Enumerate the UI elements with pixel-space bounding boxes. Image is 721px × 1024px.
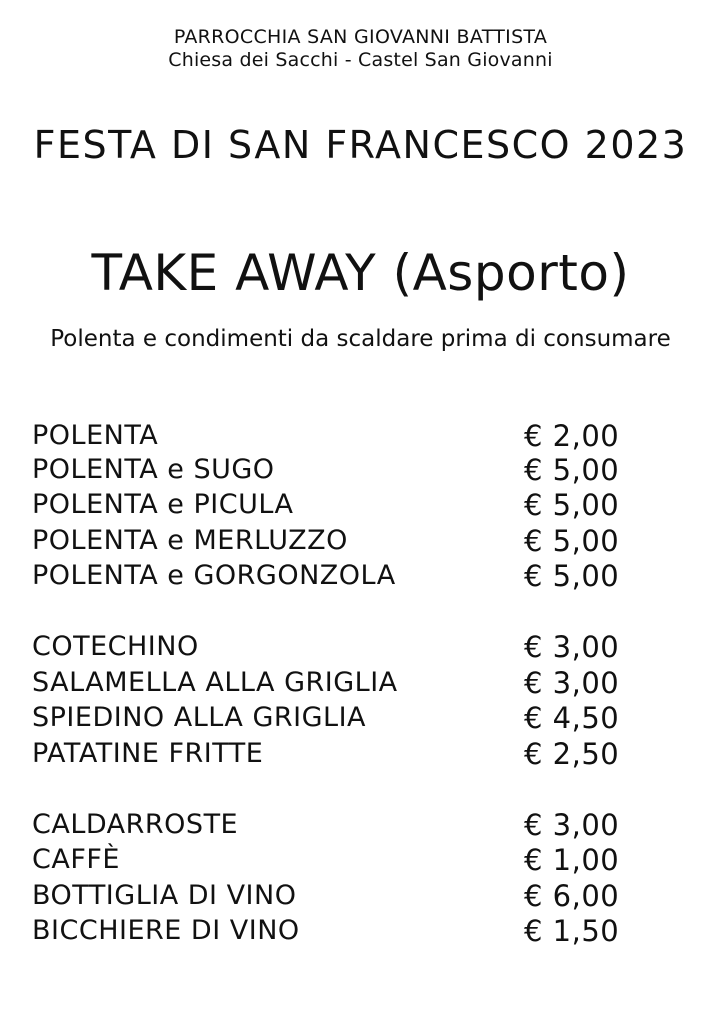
menu-item <box>0 666 721 700</box>
menu-item <box>0 453 721 487</box>
menu-item-name: SALAMELLA ALLA GRIGLIA <box>32 667 398 698</box>
menu-item <box>0 914 721 948</box>
menu-item <box>0 879 721 913</box>
menu-item-name: CALDARROSTE <box>32 809 239 840</box>
menu-item-price: € 5,00 <box>524 524 620 558</box>
menu-item-price: € 3,00 <box>524 630 620 664</box>
menu-item <box>0 843 721 877</box>
menu-item-name: COTECHINO <box>32 631 199 662</box>
menu-item-price: € 5,00 <box>524 559 620 593</box>
menu-item <box>0 559 721 593</box>
menu-item-name: POLENTA e GORGONZOLA <box>32 560 396 591</box>
menu-item-name: POLENTA e MERLUZZO <box>32 525 348 556</box>
menu-item <box>0 808 721 842</box>
menu-item-name: PATATINE FRITTE <box>32 738 264 769</box>
church-name: Chiesa dei Sacchi - Castel San Giovanni <box>168 49 553 71</box>
menu-item <box>0 524 721 558</box>
menu-item <box>0 701 721 735</box>
menu-item-price: € 5,00 <box>524 453 620 487</box>
menu-item-price: € 2,50 <box>524 737 620 771</box>
page-title: TAKE AWAY (Asporto) <box>91 244 630 302</box>
menu-item-name: BOTTIGLIA DI VINO <box>32 880 297 911</box>
menu-item-price: € 1,00 <box>524 843 620 877</box>
menu-item-price: € 6,00 <box>524 879 620 913</box>
menu-item <box>0 737 721 771</box>
menu-item-price: € 4,50 <box>524 701 620 735</box>
menu-item-price: € 5,00 <box>524 488 620 522</box>
event-title: FESTA DI SAN FRANCESCO 2023 <box>33 123 688 167</box>
menu-item <box>0 419 721 453</box>
menu-item-price: € 2,00 <box>524 419 620 453</box>
menu-item <box>0 630 721 664</box>
menu-item-name: POLENTA e SUGO <box>32 454 275 485</box>
page-subtitle: Polenta e condimenti da scaldare prima di consumare <box>50 326 671 352</box>
menu-item-price: € 3,00 <box>524 808 620 842</box>
menu-item-name: BICCHIERE DI VINO <box>32 915 300 946</box>
parish-name: PARROCCHIA SAN GIOVANNI BATTISTA <box>173 26 548 48</box>
menu-item-price: € 1,50 <box>524 914 620 948</box>
menu-item-price: € 3,00 <box>524 666 620 700</box>
menu-item-name: POLENTA <box>32 420 159 451</box>
menu-item-name: CAFFÈ <box>32 844 120 875</box>
menu-item <box>0 488 721 522</box>
menu-item-name: SPIEDINO ALLA GRIGLIA <box>32 702 366 733</box>
menu-item-name: POLENTA e PICULA <box>32 489 294 520</box>
